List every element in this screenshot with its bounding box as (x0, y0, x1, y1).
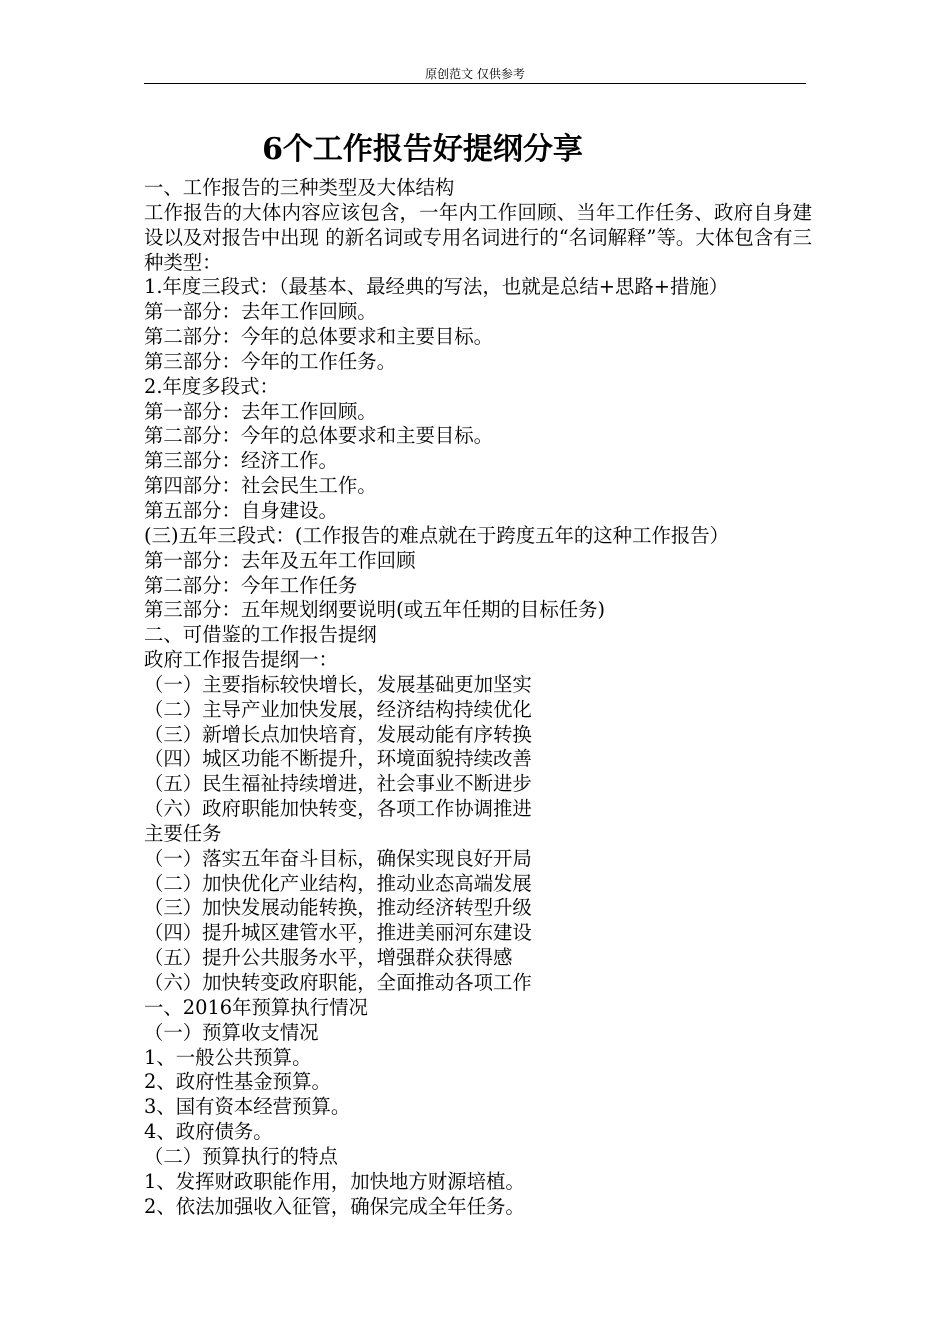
section-heading: 一、工作报告的三种类型及大体结构 (144, 176, 455, 199)
outline-line: （一）预算收支情况 (144, 1020, 319, 1044)
outline-line: （六）加快转变政府职能，全面推动各项工作 (144, 971, 532, 994)
outline-line: （一）落实五年奋斗目标，确保实现良好开局 (144, 846, 532, 870)
outline-line: 一、2016年预算执行情况 (144, 995, 368, 1019)
document-title: 6个工作报告好提纲分享 (262, 132, 583, 167)
document-body (144, 176, 812, 1219)
outline-line: 1、发挥财政职能作用，加快地方财源培植。 (144, 1169, 525, 1193)
outline-line: 第一部分：去年工作回顾。 (144, 399, 377, 423)
outline-line: 第一部分：去年工作回顾。 (144, 300, 377, 324)
outline-line: （六）政府职能加快转变，各项工作协调推进 (144, 797, 532, 821)
outline-line: 主要任务 (144, 821, 222, 845)
outline-line: 1.年度三段式：（最基本、最经典的写法，也就是总结+思路+措施） (144, 275, 729, 299)
outline-line: 二、可借鉴的工作报告提纲 (144, 623, 377, 647)
page-header: 原创范文 仅供参考 (425, 67, 525, 81)
outline-line: 2、政府性基金预算。 (144, 1070, 331, 1094)
outline-line: 第五部分：自身建设。 (144, 498, 338, 522)
outline-line: （二）加快优化产业结构，推动业态高端发展 (144, 871, 532, 895)
outline-line: 第二部分：今年的总体要求和主要目标。 (144, 325, 494, 349)
outline-line: 2、依法加强收入征管，确保完成全年任务。 (144, 1194, 525, 1218)
outline-line: 第二部分：今年工作任务 (144, 573, 358, 597)
outline-line: （五）提升公共服务水平，增强群众获得感 (144, 946, 513, 970)
outline-line: （四）城区功能不断提升，环境面貌持续改善 (144, 747, 532, 771)
outline-line: 1、一般公共预算。 (144, 1045, 312, 1069)
outline-line: 第四部分：社会民生工作。 (144, 474, 377, 498)
outline-line: 政府工作报告提纲一： (144, 648, 338, 672)
outline-line: 第三部分：五年规划纲要说明(或五年任期的目标任务) (144, 598, 606, 622)
outline-line: （三）新增长点加快培育，发展动能有序转换 (144, 722, 532, 746)
outline-line: （二）预算执行的特点 (144, 1144, 338, 1168)
outline-line: （二）主导产业加快发展，经济结构持续优化 (144, 697, 532, 721)
outline-lines (144, 275, 812, 1219)
header-rule (144, 83, 806, 84)
outline-line: 3、国有资本经营预算。 (144, 1095, 351, 1119)
intro-paragraph: 工作报告的大体内容应该包含，一年内工作回顾、当年工作任务、政府自身建设以及对报告中出现 的新名词或专用名词进行的“名词解释”等。大体包含有三种类型： (144, 200, 812, 274)
outline-line: (三)五年三段式：(工作报告的难点就在于跨度五年的这种工作报告） (144, 523, 730, 547)
outline-line: （一）主要指标较快增长，发展基础更加坚实 (144, 672, 532, 696)
outline-line: （四）提升城区建管水平，推进美丽河东建设 (144, 921, 532, 945)
outline-line: （五）民生福祉持续增进，社会事业不断进步 (144, 772, 532, 796)
outline-line: 第二部分：今年的总体要求和主要目标。 (144, 424, 494, 448)
outline-line: 第三部分：今年的工作任务。 (144, 349, 397, 373)
outline-line: （三）加快发展动能转换，推动经济转型升级 (144, 896, 532, 920)
outline-line: 4、政府债务。 (144, 1120, 273, 1144)
outline-line: 2.年度多段式： (144, 374, 279, 398)
outline-line: 第一部分：去年及五年工作回顾 (144, 548, 416, 572)
outline-line: 第三部分：经济工作。 (144, 449, 338, 473)
